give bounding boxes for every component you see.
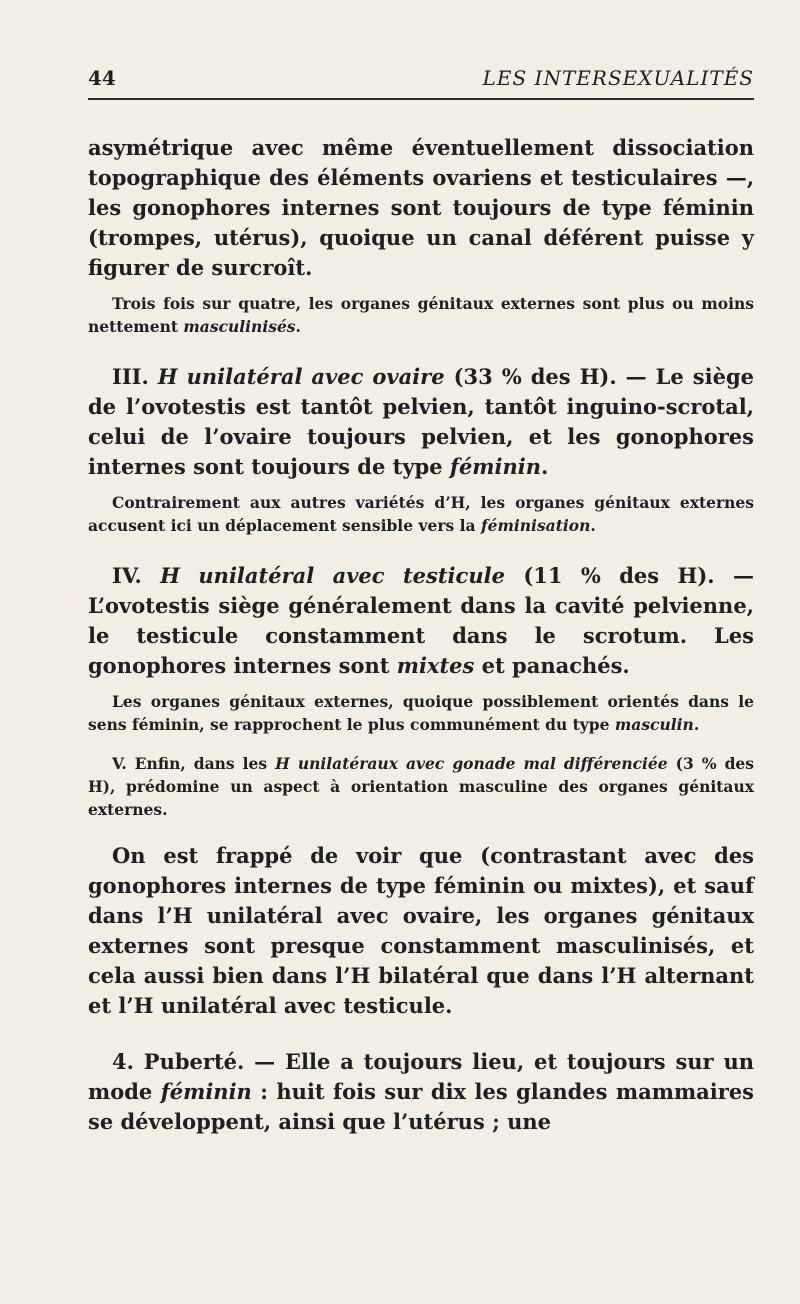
section-iii (88, 362, 754, 482)
text-run: : huit fois sur dix les glandes mammaires se développent, ainsi que l’utérus ; une (88, 1079, 754, 1134)
text-run: V. Enfin, dans les (112, 754, 276, 773)
emphasis-feminin: féminin (449, 454, 542, 479)
page-header (88, 62, 754, 102)
section-number: IV. (112, 563, 161, 588)
paragraph-note-2 (88, 491, 754, 537)
emphasis-mixtes: mixtes (396, 653, 475, 678)
section-heading: Puberté (143, 1049, 238, 1074)
text-run: . — Elle a toujours lieu, et toujours sur un mode (88, 1049, 755, 1104)
section-number: 4. (112, 1049, 144, 1074)
header-rule (88, 98, 754, 100)
text-run: (11 % des H). — L’ovotestis siège généralement dans la cavité pelvienne, le testicule constamment dans le scrotum. Les gonophores internes sont (88, 563, 755, 678)
section-heading: H unilatéraux avec gonade mal différenciée (275, 754, 668, 773)
text-run: . (693, 715, 700, 734)
section-v (88, 752, 754, 821)
text-run: . (295, 317, 301, 336)
section-puberte (88, 1047, 754, 1137)
paragraph-note-3 (88, 690, 754, 736)
page-number: 44 (88, 66, 116, 90)
paragraph-continuation: asymétrique avec même éventuellement dissociation topographique des éléments ovariens et testiculaires —, les gonophores internes sont toujours de type féminin (trompes, utérus), quoique un canal déférent puisse y figurer de surcroît. (88, 135, 754, 280)
section-iv (88, 561, 754, 681)
paragraph-summary: On est frappé de voir que (contrastant avec des gonophores internes de type féminin ou mixtes), et sauf dans l’H unilatéral avec ovaire, les organes génitaux externes sont presque constamment masculinisés, et cela aussi bien dans l’H bilatéral que dans l’H alternant et l’H unilatéral avec testicule. (88, 843, 754, 1018)
paragraph-note-1 (88, 292, 754, 338)
text-run: (3 % des H), prédomine un aspect à orientation masculine des organes génitaux externes. (88, 754, 754, 819)
running-title: LES INTERSEXUALITÉS (482, 66, 754, 90)
text-run: et panachés. (474, 653, 630, 678)
text-run: . (590, 516, 596, 535)
emphasis-feminisation: féminisation (480, 516, 591, 535)
section-heading: H unilatéral avec ovaire (157, 364, 445, 389)
emphasis-feminin: féminin (160, 1079, 252, 1104)
text-run: Trois fois sur quatre, les organes génitaux externes sont plus ou moins nettement (88, 294, 754, 336)
text-run: Contrairement aux autres variétés d’H, les organes génitaux externes accusent ici un déplacement sensible vers la (88, 493, 754, 535)
body-text (88, 133, 754, 1137)
text-run: . (541, 454, 549, 479)
emphasis-masculin: masculin (614, 715, 694, 734)
emphasis-masculinises: masculinisés (183, 317, 296, 336)
section-heading: H unilatéral avec testicule (160, 563, 505, 588)
text-run: Les organes génitaux externes, quoique possiblement orientés dans le sens féminin, se rapprochent le plus communément du type (88, 692, 754, 734)
text-run: (33 % des H). — Le siège de l’ovotestis est tantôt pelvien, tantôt inguino-scrotal, celui de l’ovaire toujours pelvien, et les gonophores internes sont toujours de type (88, 364, 754, 479)
section-number: III. (112, 364, 158, 389)
